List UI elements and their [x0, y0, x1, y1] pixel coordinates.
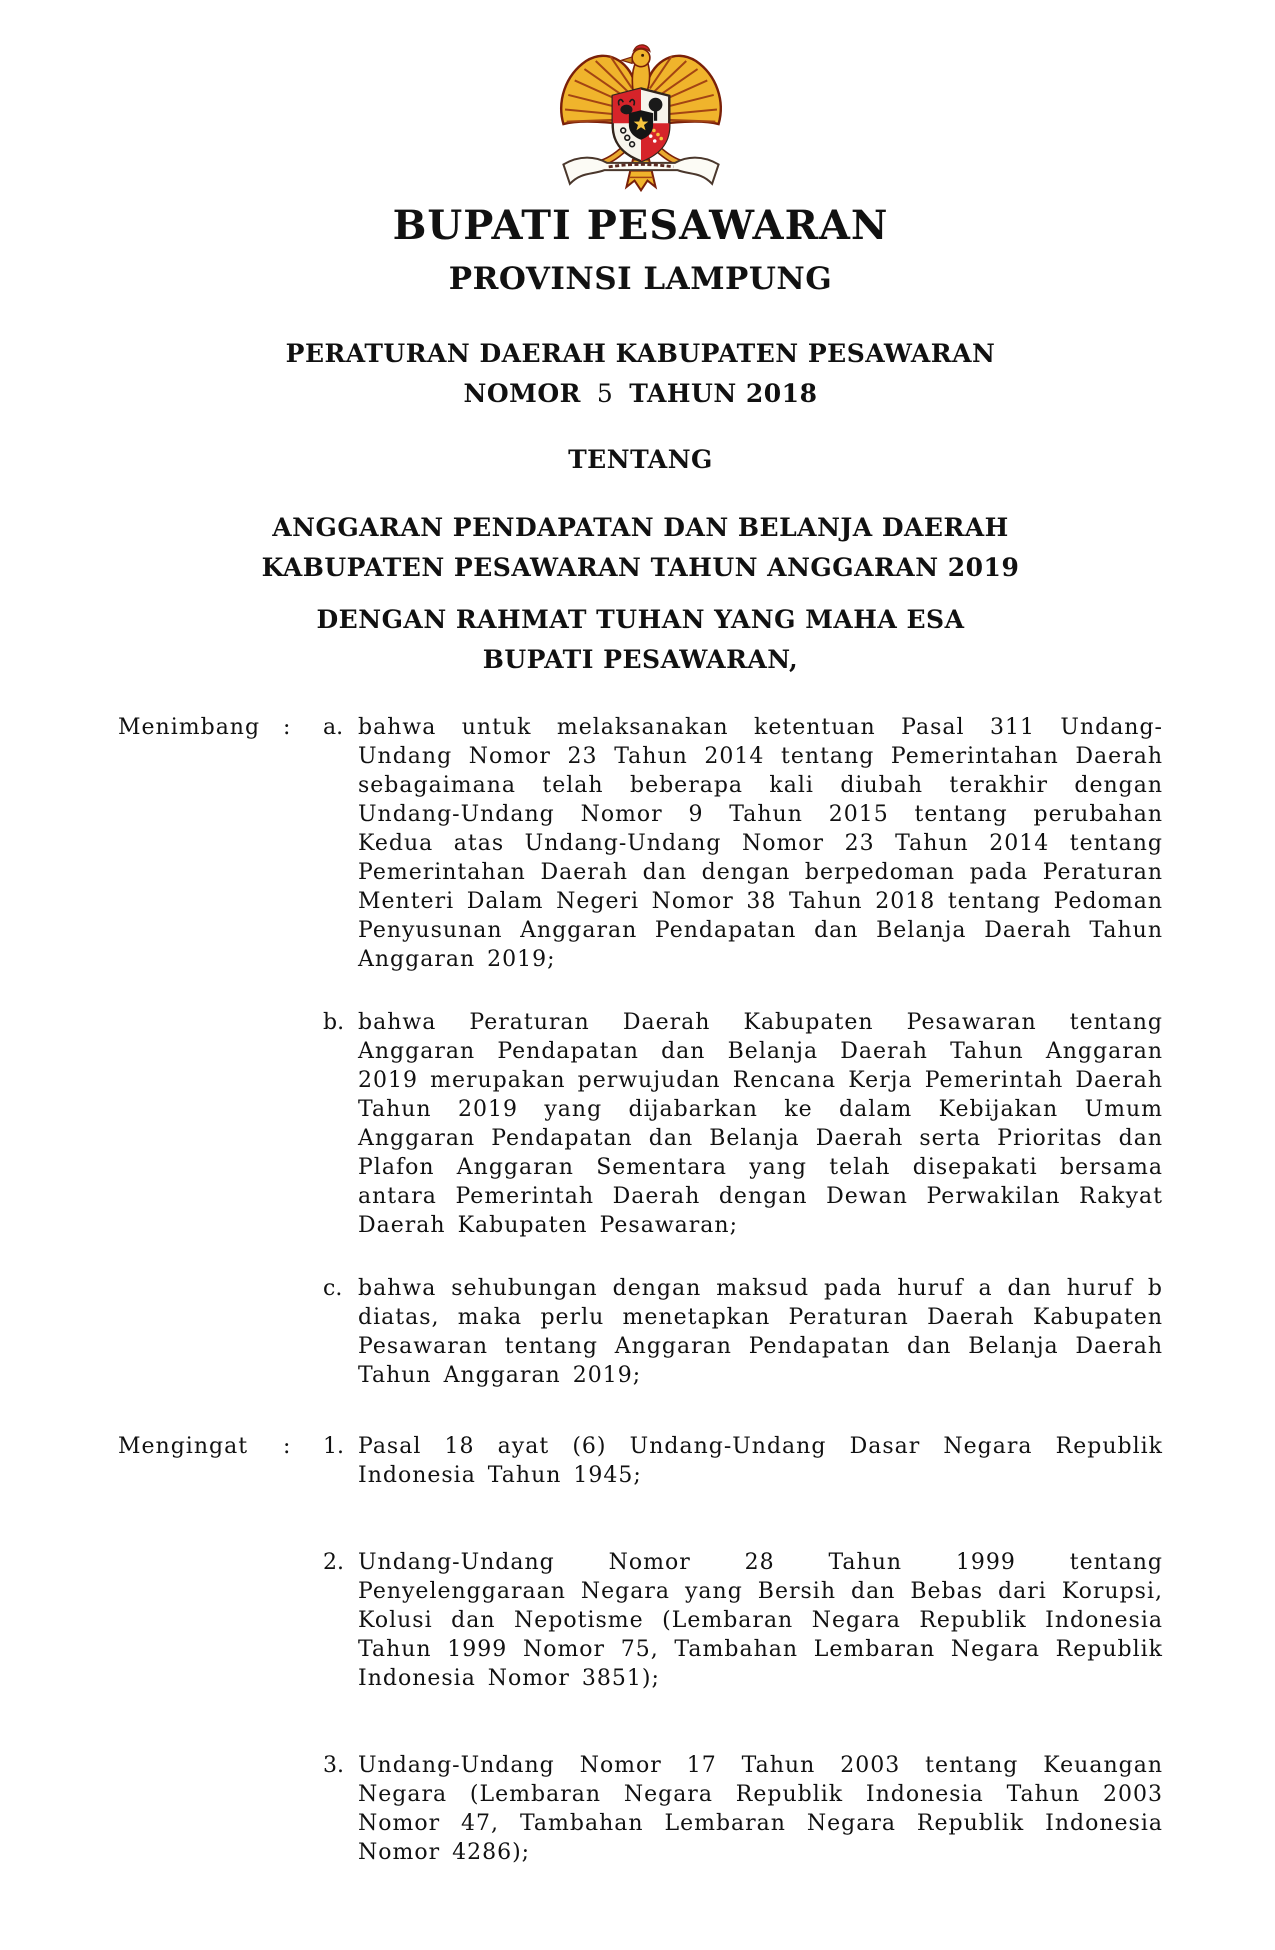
item-marker: 2. [323, 1550, 344, 1575]
tahun-label: TAHUN 2018 [629, 379, 818, 408]
item-paragraph: Undang-Undang Nomor 28 Tahun 1999 tentang Penyelenggaraan Negara yang Bersih dan Bebas dari Korupsi, Kolusi dan Nepotisme (Lembaran Negara Republik Indonesia Tahun 1999 Nomor 75, Tambahan Lembaran Negara Republik Indonesia Nomor 3851); [358, 1550, 1163, 1691]
invocation-line: DENGAN RAHMAT TUHAN YANG MAHA ESA [316, 605, 965, 634]
nomor-label: NOMOR [463, 379, 581, 408]
section-colon: : [283, 1434, 291, 1459]
subject-line-2: KABUPATEN PESAWARAN TAHUN ANGGARAN 2019 [261, 553, 1020, 582]
item-paragraph: bahwa sehubungan dengan maksud pada huruf a dan huruf b diatas, maka perlu menetapkan Peraturan Daerah Kabupaten Pesawaran tentang Anggaran Pendapatan dan Belanja Daerah Tahun Anggaran 2019; [358, 1276, 1163, 1388]
subject-line-1: ANGGARAN PENDAPATAN DAN BELANJA DAERAH [272, 513, 1009, 542]
section-label: Menimbang [118, 715, 261, 740]
document-body [118, 713, 1163, 1867]
item-paragraph: bahwa untuk melaksanakan ketentuan Pasal 311 Undang-Undang Nomor 23 Tahun 2014 tentang Pemerintahan Daerah sebagaimana telah beberapa kali diubah terakhir dengan Undang-Undang Nomor 9 Tahun 2015 tentang perubahan Kedua atas Undang-Undang Nomor 23 Tahun 2014 tentang Pemerintahan Daerah dan dengan berpedoman pada Peraturan Menteri Dalam Negeri Nomor 38 Tahun 2018 tentang Pedoman Penyusunan Anggaran Pendapatan dan Belanja Daerah Tahun Anggaran 2019; [358, 715, 1163, 972]
section-colon: : [283, 715, 291, 740]
item-paragraph: bahwa Peraturan Daerah Kabupaten Pesawaran tentang Anggaran Pendapatan dan Belanja Daerah Tahun Anggaran 2019 merupakan perwujudan Rencana Kerja Pemerintah Daerah Tahun 2019 yang dijabarkan ke dalam Kebijakan Umum Anggaran Pendapatan dan Belanja Daerah serta Prioritas dan Plafon Anggaran Sementara yang telah disepakati bersama antara Pemerintah Daerah dengan Dewan Perwakilan Rakyat Daerah Kabupaten Pesawaran; [358, 1010, 1163, 1238]
regulation-title-block [118, 334, 1163, 414]
page-title: BUPATI PESAWARAN [392, 202, 889, 249]
regulation-title: PERATURAN DAERAH KABUPATEN PESAWARAN [285, 339, 996, 368]
item-marker: 1. [323, 1434, 344, 1459]
section-label: Mengingat [118, 1434, 249, 1459]
item-marker: b. [323, 1010, 345, 1035]
mengingat-section [118, 1432, 1163, 1867]
item-marker: a. [323, 715, 344, 740]
item-marker: 3. [323, 1753, 344, 1778]
item-paragraph: Undang-Undang Nomor 17 Tahun 2003 tentang Keuangan Negara (Lembaran Negara Republik Indonesia Tahun 2003 Nomor 47, Tambahan Lembaran Negara Republik Indonesia Nomor 4286); [358, 1753, 1163, 1865]
item-paragraph: Pasal 18 ayat (6) Undang-Undang Dasar Negara Republik Indonesia Tahun 1945; [358, 1434, 1163, 1488]
regulation-number-line [118, 374, 1163, 414]
garuda-pancasila-emblem [552, 40, 730, 200]
nomor-value: 5 [596, 379, 614, 408]
issuer-line: BUPATI PESAWARAN, [482, 645, 799, 674]
menimbang-section [118, 713, 1163, 1390]
tentang-label: TENTANG [568, 445, 713, 474]
subject-block [118, 508, 1163, 588]
pancasila-shield [612, 88, 669, 161]
item-marker: c. [323, 1276, 343, 1301]
province-title: PROVINSI LAMPUNG [448, 261, 833, 297]
emblem-container [118, 40, 1163, 200]
